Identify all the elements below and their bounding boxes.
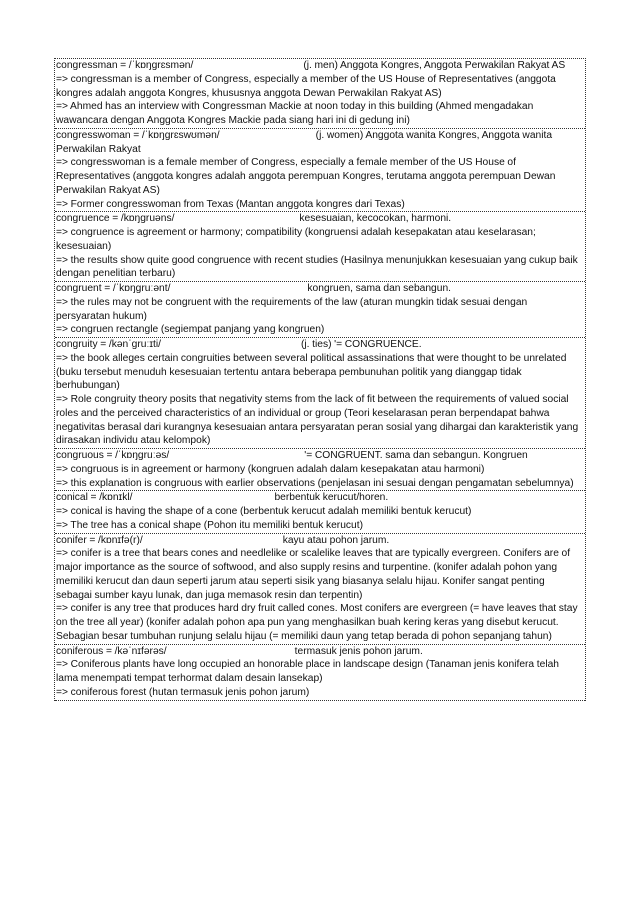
entry-example: => Coniferous plants have long occupied an honorable place in landscape design (Tanaman jenis konifera telah lama menempati tempat terhormat dalam desain lansekap) bbox=[56, 659, 560, 684]
entry-head bbox=[56, 449, 583, 463]
entry-conical bbox=[55, 491, 585, 533]
entry-example: => Role congruity theory posits that negativity stems from the lack of fit between the requirements of valued social roles and the perceived characteristics of an individual or group (Teori keselarasan peran berpendapat bahwa negativitas berasal dari kurangnya kesesuaian antara persyaratan peran sosial yang dihargai dan karakteristik yang dirasakan individu atau kelompok) bbox=[56, 394, 579, 447]
entry-gloss: (j. women) Anggota wanita Kongres, Anggota wanita Perwakilan Rakyat bbox=[56, 129, 553, 155]
entry-term: coniferous = /kəˈnɪfərəs/ bbox=[56, 645, 167, 657]
entry-head bbox=[56, 129, 583, 157]
entry-gloss: '= CONGRUENT. sama dan sebangun. Kongruen bbox=[304, 450, 528, 461]
entry-gloss: kayu atau pohon jarum. bbox=[282, 534, 390, 546]
entry-coniferous bbox=[55, 645, 585, 701]
entry-head bbox=[56, 534, 583, 548]
entry-example: => congressman is a member of Congress, especially a member of the US House of Representatives (anggota kongres adalah anggota Kongres, khususnya anggota Dewan Perwakilan Rakyat AS) bbox=[56, 73, 556, 99]
entry-head bbox=[56, 491, 583, 505]
entry-head bbox=[56, 338, 583, 352]
entry-example: => coniferous forest (hutan termasuk jenis pohon jarum) bbox=[56, 686, 310, 698]
entry-term: congruity = /kənˈɡruːɪti/ bbox=[56, 339, 161, 350]
entry-head bbox=[56, 212, 583, 226]
entry-example: => the results show quite good congruence with recent studies (Hasilnya menunjukkan kesesuaian yang cukup baik dengan penelitian terbaru) bbox=[56, 254, 578, 280]
entry-congruence bbox=[55, 212, 585, 282]
entry-example: => congresswoman is a female member of Congress, especially a female member of the US House of Representatives (anggota kongres adalah anggota perempuan Kongres, terutama anggota perempuan Dewan Perwakilan Rakyat AS) bbox=[56, 157, 556, 196]
entry-head bbox=[56, 282, 583, 296]
entry-term: conical = /kɒnɪkl/ bbox=[56, 492, 133, 504]
entry-example: => the book alleges certain congruities between several political assassinations that were thought to be unrelated (buku tersebut menuduh kesesuaian tertentu antara beberapa pembunuhan politik yang dianggap tidak berhubungan) bbox=[56, 352, 567, 392]
entry-head bbox=[56, 59, 583, 73]
entry-term: congruous = /ˈkɒŋɡruːəs/ bbox=[56, 450, 170, 461]
entry-congruous bbox=[55, 449, 585, 491]
entry-example: => congruen rectangle (segiempat panjang yang kongruen) bbox=[56, 324, 325, 336]
entry-conifer bbox=[55, 534, 585, 645]
entry-head bbox=[56, 645, 583, 659]
entry-term: congruence = /kɒŋɡruəns/ bbox=[56, 213, 175, 225]
entry-gloss: (j. ties) '= CONGRUENCE. bbox=[300, 339, 422, 350]
entry-gloss: (j. men) Anggota Kongres, Anggota Perwakilan Rakyat AS bbox=[303, 60, 566, 71]
entry-gloss: termasuk jenis pohon jarum. bbox=[294, 645, 423, 657]
entry-gloss: kongruen, sama dan sebangun. bbox=[307, 283, 451, 294]
entry-example: => congruous is in agreement or harmony (kongruen adalah dalam kesepakatan atau harmoni) bbox=[56, 463, 485, 475]
entry-example: => conical is having the shape of a cone (berbentuk kerucut adalah memiliki bentuk kerucut) bbox=[56, 506, 472, 517]
entry-example: => Ahmed has an interview with Congressman Mackie at noon today in this building (Ahmed mengadakan wawancara dengan Anggota Kongres Mackie pada siang hari ini di gedung ini) bbox=[56, 101, 534, 126]
entry-gloss: berbentuk kerucut/horen. bbox=[274, 492, 389, 504]
entry-example: => The tree has a conical shape (Pohon itu memiliki bentuk kerucut) bbox=[56, 519, 363, 531]
entry-term: congresswoman = /ˈkɒŋɡrɛswʊmən/ bbox=[56, 129, 220, 141]
entry-term: conifer = /kɒnɪfə(r)/ bbox=[56, 534, 143, 546]
entry-example: => conifer is a tree that bears cones and needlelike or scalelike leaves that are typically evergreen. Conifers are of major importance as the source of softwood, and also supply resins and turpentine. (konifer adalah pohon yang memiliki kerucut dan daun seperti jarum atau seperti sisik yang biasanya selalu hijau. Konifer sangat penting sebagai sumber kayu lunak, dan juga memasok resin dan terpentin) bbox=[56, 548, 571, 601]
entry-example: => Former congresswoman from Texas (Mantan anggota kongres dari Texas) bbox=[56, 198, 405, 210]
entry-term: congressman = /ˈkɒŋɡrɛsmən/ bbox=[56, 60, 194, 71]
entry-example: => congruence is agreement or harmony; compatibility (kongruensi adalah kesepakatan atau keselarasan; kesesuaian) bbox=[56, 227, 536, 252]
entry-congruity bbox=[55, 338, 585, 449]
entry-term: congruent = /ˈkɒŋɡruːənt/ bbox=[56, 283, 171, 294]
entry-example: => the rules may not be congruent with the requirements of the law (aturan mungkin tidak sesuai dengan persyaratan hukum) bbox=[56, 296, 528, 322]
dictionary-table bbox=[54, 58, 586, 701]
entry-example: => conifer is any tree that produces hard dry fruit called cones. Most conifers are evergreen (= have leaves that stay on the tree all year) (konifer adalah pohon apa pun yang menghasilkan buah kering keras yang disebut kerucut. Sebagian besar tumbuhan runjung selalu hijau (= memiliki daun yang tetap berada di pohon sepanjang tahun) bbox=[56, 603, 578, 642]
entry-congressman bbox=[55, 59, 585, 129]
entry-gloss: kesesuaian, kecocokan, harmoni. bbox=[299, 213, 452, 225]
entry-congresswoman bbox=[55, 129, 585, 213]
entry-congruent bbox=[55, 282, 585, 338]
entry-example: => this explanation is congruous with earlier observations (penjelasan ini sesuai dengan pengamatan sebelumnya) bbox=[56, 477, 574, 489]
